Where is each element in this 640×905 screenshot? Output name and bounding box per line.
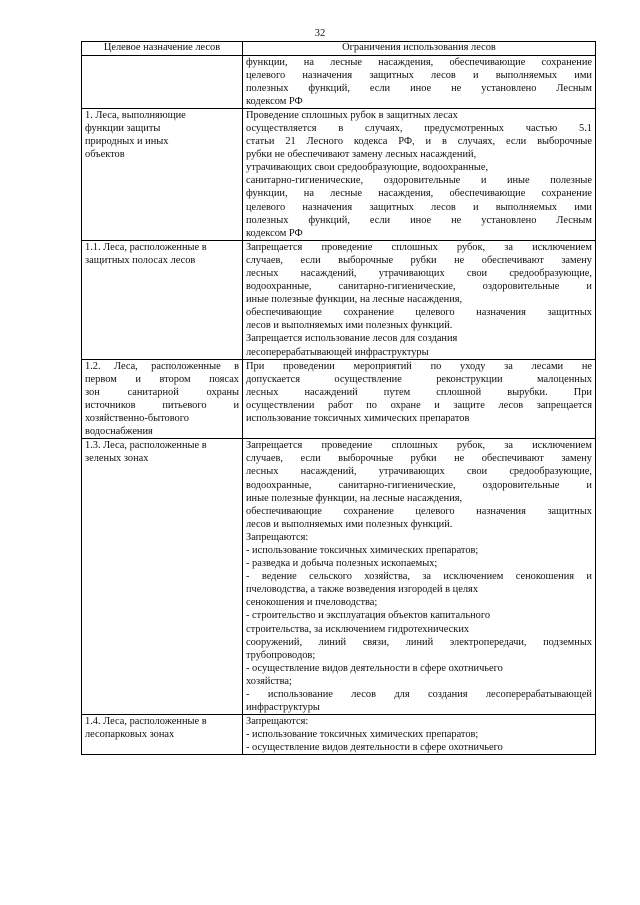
page-number: 32	[314, 28, 326, 39]
text-line: строительства, за исключением гидротехнических	[246, 623, 470, 635]
text-line: Запрещается использование лесов для создания	[246, 333, 458, 345]
text-line: водоснабжения	[85, 426, 153, 438]
text-line: Запрещаются:	[246, 716, 309, 728]
text-line: Запрещается проведение сплошных рубок, за исключением	[246, 241, 592, 253]
text-line: - ведение сельского хозяйства, за исключением сенокошения и	[246, 571, 592, 583]
text-line: Запрещается проведение сплошных рубок, за исключением	[246, 440, 592, 452]
text-line: зеленых зонах	[85, 453, 149, 465]
text-line: иные полезные функции, на лесные насаждения,	[246, 294, 463, 306]
text-line: санитарно-гигиенические, оздоровительные и иные полезные	[246, 175, 592, 187]
text-line: обеспечивающие сохранение целевого назначения защитных	[246, 505, 592, 517]
text-line: пчеловодства, а также возведения изгородей в целях	[246, 584, 479, 596]
purpose-cell	[82, 240, 243, 359]
text-line: случаев, если выборочные рубки не обеспечивают замену	[246, 453, 592, 465]
text-line: - использование токсичных химических препаратов;	[246, 729, 479, 741]
text-line: осуществляется в случаях, предусмотренных частью 5.1	[246, 122, 592, 134]
text-line: - осуществление видов деятельности в сфере охотничьего	[246, 742, 503, 754]
text-line: статьи 21 Лесного кодекса РФ, и в случаях, если выборочные	[246, 136, 592, 148]
restrictions-cell	[243, 240, 596, 359]
text-line: обеспечивающие сохранение целевого назначения защитных	[246, 307, 592, 319]
restrictions-cell	[243, 108, 596, 240]
text-line: полезных функций, если иное не установлено Лесным	[246, 214, 592, 226]
text-line: - строительство и эксплуатация объектов капитального	[246, 610, 491, 622]
text-line: 1.2. Леса, расположенные в	[85, 360, 239, 372]
text-line: лесопарковых зонах	[85, 729, 175, 741]
purpose-cell	[82, 715, 243, 755]
text-line: хозяйства;	[246, 675, 292, 687]
text-line: природных и иных	[85, 136, 169, 148]
text-line: - использование токсичных химических препаратов;	[246, 544, 479, 556]
text-line: кодексом РФ	[246, 95, 303, 107]
table-row	[82, 108, 596, 240]
text-line: лесных насаждений, утрачивающих свои средообразующие,	[246, 268, 592, 279]
text-line: инфраструктуры	[246, 702, 320, 714]
text-line: первом и втором поясах	[85, 373, 239, 385]
text-line: 1.1. Леса, расположенные в	[85, 241, 207, 253]
text-line: целевого назначения защитных лесов и выполняемых ими	[246, 201, 592, 213]
text-line: зон санитарной охраны	[85, 386, 239, 398]
text-line: водоохранные, санитарно-гигиенические, оздоровительные и	[246, 281, 592, 293]
table-row	[82, 439, 596, 715]
text-line: случаев, если выборочные рубки не обеспечивают замену	[246, 254, 592, 266]
text-line: лесных насаждений, утрачивающих свои средообразующие,	[246, 466, 592, 478]
text-line: - осуществление видов деятельности в сфере охотничьего	[246, 662, 503, 674]
text-line: целевого назначения защитных лесов и выполняемых ими	[246, 69, 592, 81]
text-line: Запрещаются:	[246, 531, 309, 543]
text-line: 1.4. Леса, расположенные в	[85, 716, 207, 728]
text-line: хозяйственно-бытового	[85, 413, 189, 425]
restrictions-cell	[243, 359, 596, 439]
text-line: полезных функций, если иное не установлено Лесным	[246, 82, 592, 94]
table-row	[82, 55, 596, 108]
text-line: водоохранные, санитарно-гигиенические, оздоровительные и	[246, 479, 592, 491]
text-line: сооружений, линий связи, линий электропередачи, подземных	[246, 636, 592, 648]
text-line: иные полезные функции, на лесные насаждения,	[246, 492, 463, 504]
text-line: трубопроводов;	[246, 649, 316, 661]
restrictions-cell	[243, 439, 596, 715]
text-line: 1.3. Леса, расположенные в	[85, 440, 207, 452]
text-line: функции, на лесные насаждения, обеспечивающие сохранение	[246, 56, 592, 68]
text-line: кодексом РФ	[246, 227, 303, 239]
restrictions-cell	[243, 55, 596, 108]
text-line: При проведении мероприятий по уходу за лесами не	[246, 360, 592, 372]
table-row	[82, 715, 596, 755]
text-line: - использование лесов для создания лесоперерабатывающей	[246, 689, 592, 700]
forest-restrictions-table	[81, 41, 596, 755]
text-line: лесных насаждений путем сплошной вырубки. При	[246, 386, 592, 398]
text-line: лесов и выполняемых ими полезных функций.	[246, 518, 453, 530]
text-line: объектов	[85, 149, 125, 161]
table-header-row	[82, 42, 596, 56]
purpose-cell	[82, 439, 243, 715]
text-line: защитных полосах лесов	[85, 254, 196, 266]
text-line: функции, на лесные насаждения, обеспечивающие сохранение	[246, 188, 592, 200]
text-line: источников питьевого и	[85, 399, 239, 411]
purpose-cell	[82, 359, 243, 439]
text-line: допускается осуществление реконструкции малоценных	[246, 373, 592, 385]
text-line: лесов и выполняемых ими полезных функций.	[246, 320, 453, 332]
table-row	[82, 359, 596, 439]
text-line: - разведка и добыча полезных ископаемых;	[246, 558, 438, 570]
text-line: сенокошения и пчеловодства;	[246, 597, 378, 609]
text-line: осуществлении работ по охране и защите лесов запрещается	[246, 399, 592, 411]
text-line: утрачивающих свои средообразующие, водоохранные,	[246, 162, 489, 174]
text-line: использование токсичных химических препаратов	[246, 413, 470, 425]
text-line: функции защиты	[85, 122, 161, 134]
header-restrictions: Ограничения использования лесов	[243, 42, 596, 56]
header-purpose: Целевое назначение лесов	[82, 42, 243, 56]
table-row	[82, 240, 596, 359]
purpose-cell	[82, 108, 243, 240]
text-line: лесоперерабатывающей инфраструктуры	[246, 346, 429, 358]
purpose-cell	[82, 55, 243, 108]
text-line: 1. Леса, выполняющие	[85, 109, 186, 121]
restrictions-cell	[243, 715, 596, 755]
text-line: рубки не обеспечивают замену лесных насаждений,	[246, 149, 477, 161]
text-line: Проведение сплошных рубок в защитных лесах	[246, 109, 458, 121]
